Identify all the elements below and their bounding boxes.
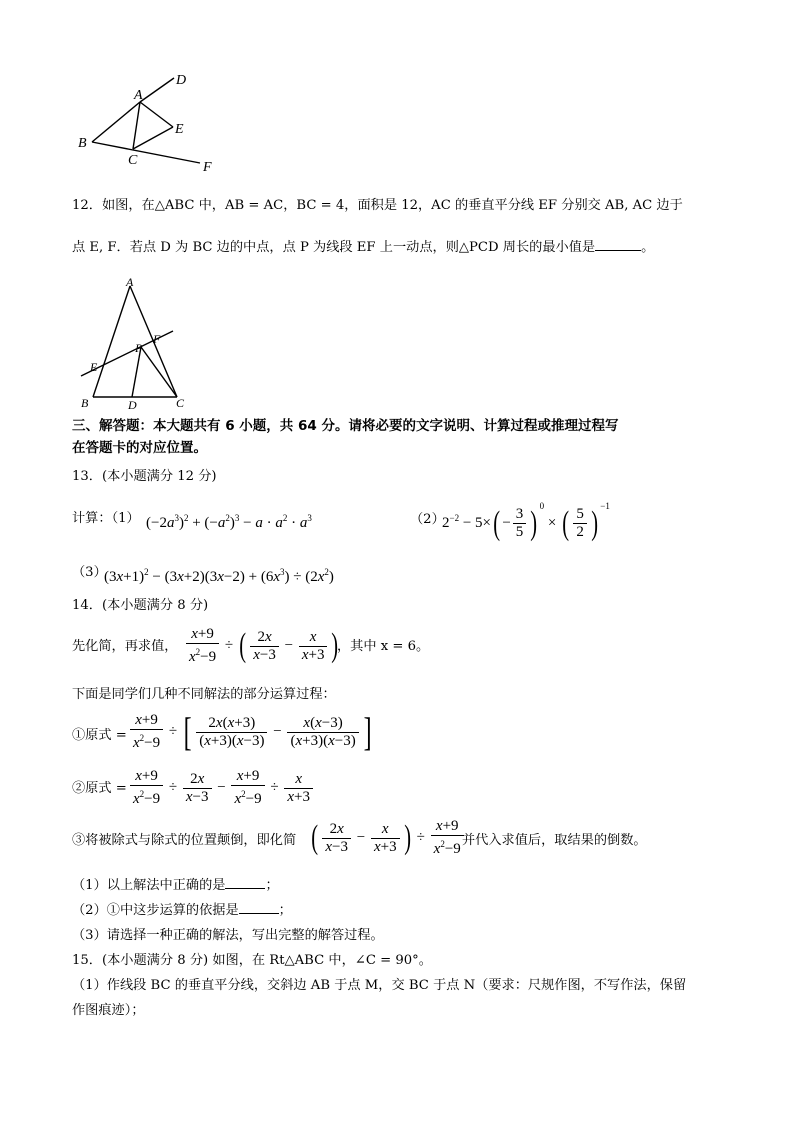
q13-label3: （3）	[72, 565, 107, 580]
label-b: B	[81, 396, 89, 410]
label-p: P	[135, 341, 143, 355]
label-f: F	[203, 160, 212, 175]
figure-11	[72, 65, 232, 180]
q14-sub1-end: ；	[265, 878, 279, 893]
q14-sol3-text: ③将被除式与除式的位置颠倒，即化简	[72, 833, 297, 848]
label-c: C	[176, 396, 185, 410]
label-e: E	[175, 122, 184, 137]
q14-sub2-end: ；	[278, 903, 292, 918]
q14-sol1-label: ①原式 =	[72, 728, 127, 743]
label-a: A	[134, 88, 143, 103]
q14-sub1-text: （1）以上解法中正确的是	[72, 878, 226, 893]
q13-expr3: $(3x+1)^2 - (3x+2)(3x-2) + (6x^3) \div (2x^2)$	[104, 567, 334, 585]
segment-ce	[133, 127, 173, 149]
q12-line2-end: 。	[641, 240, 655, 255]
answer-blank	[225, 878, 265, 889]
label-d: D	[176, 73, 187, 88]
q14-sub2	[72, 902, 292, 920]
figure-12	[72, 275, 192, 413]
segment-ab	[93, 286, 130, 397]
section-3-line2: 在答题卡的对应位置。	[72, 440, 207, 456]
q14-condition: ，其中 x = 6。	[337, 639, 430, 654]
q15-line1: 15．(本小题满分 8 分) 如图，在 Rt△ABC 中，∠C = 90°。	[72, 953, 432, 968]
q14-sol2-label: ②原式 =	[72, 781, 127, 796]
label-a: A	[126, 275, 134, 289]
q12-line2	[72, 239, 654, 257]
q13-calc-label: 计算：（1）	[72, 511, 140, 526]
q14-sub2-text: （2）①中这步运算的依据是	[72, 903, 239, 918]
segment-ac	[133, 102, 140, 149]
q14-prompt: 先化简，再求值，	[72, 639, 178, 654]
q13-header: 13．(本小题满分 12 分)	[72, 469, 217, 484]
section-3-line1: 三、解答题：本大题共有 6 小题，共 64 分。请将必要的文字说明、计算过程或推理过程写	[72, 418, 619, 434]
q13-expr2: $2^{-2} - 5\times$( − $\frac{3}{5}$ ) $^0$ × ( $\frac{5}{2}$ ) $^{-1}$	[442, 501, 610, 542]
answer-blank	[595, 240, 641, 251]
segment-ab	[92, 102, 140, 142]
q13-label2: （2）	[410, 512, 445, 527]
q15-line3: 作图痕迹）；	[72, 1003, 145, 1018]
answer-blank	[239, 903, 279, 914]
q14-sol1-expr: $\frac{x+9}{x^2-9}$ ÷ [ $\frac{2x(x+3)}{(x+3)(x-3)}$ − $\frac{x(x-3)}{(x+3)(x-3)}$ ]	[128, 712, 374, 752]
label-f: F	[153, 332, 161, 346]
q12-line2-text: 点 E, F．若点 D 为 BC 边的中点，点 P 为线段 EF 上一动点，则△PCD 周长的最小值是	[72, 240, 596, 255]
q14-sub1	[72, 877, 279, 895]
q15-line2: （1）作线段 BC 的垂直平分线，交斜边 AB 于点 M，交 BC 于点 N（要求：尺规作图，不写作法，保留	[72, 978, 687, 993]
label-e: E	[90, 360, 98, 374]
q13-expr1: $(-2a^3)^2 + (-a^2)^3 - a \cdot a^2 \cdot a^3$	[146, 513, 312, 531]
segment-ae	[140, 102, 173, 127]
q14-sol3-expr: ( $\frac{2x}{x-3}$ − $\frac{x}{x+3}$ ) ÷ $\frac{x+9}{x^2-9}$	[309, 818, 466, 858]
q14-sol3-end: 并代入求值后，取结果的倒数。	[462, 833, 647, 848]
q14-sub3: （3）请选择一种正确的解法，写出完整的解答过程。	[72, 928, 384, 943]
q14-header: 14．(本小题满分 8 分)	[72, 598, 209, 613]
q14-intro: 下面是同学们几种不同解法的部分运算过程：	[72, 687, 336, 702]
q12-line1: 12．如图，在△ABC 中，AB = AC，BC = 4，面积是 12，AC 的垂直平分线 EF 分别交 AB, AC 边于	[72, 198, 683, 213]
ray-bf	[92, 142, 200, 163]
label-b: B	[78, 136, 87, 151]
ray-ad	[140, 78, 174, 102]
label-d: D	[128, 398, 137, 412]
label-c: C	[128, 153, 138, 168]
q14-expression: $\frac{x+9}{x^2-9}$ ÷ ( $\frac{2x}{x-3}$ − $\frac{x}{x+3}$ )	[184, 626, 341, 666]
q14-sol2-expr: $\frac{x+9}{x^2-9}$ ÷ $\frac{2x}{x-3}$ − $\frac{x+9}{x^2-9}$ ÷ $\frac{x}{x+3}$	[128, 768, 315, 808]
